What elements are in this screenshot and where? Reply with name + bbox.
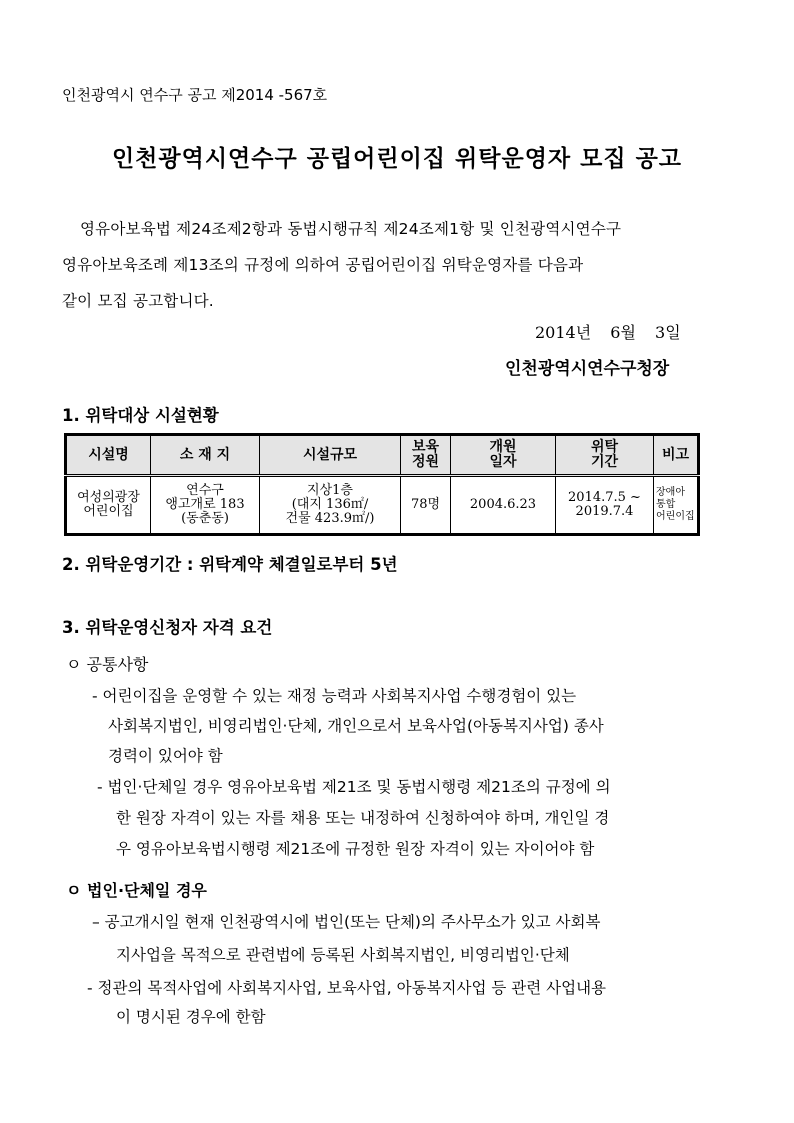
page-title: 인천광역시연수구 공립어린이집 위탁운영자 모집 공고 bbox=[111, 146, 683, 172]
intro-line: 영유아보육조례 제13조의 규정에 의하여 공립어린이집 위탁운영자를 다음과 bbox=[62, 256, 584, 274]
section-1-heading: 1. 위탁대상 시설현황 bbox=[62, 406, 219, 425]
facility-table bbox=[64, 433, 700, 536]
list-item-line: 경력이 있어야 함 bbox=[108, 747, 223, 765]
date-day: 3일 bbox=[655, 323, 681, 342]
header-scale: 시설규모 bbox=[260, 435, 401, 476]
header-address: 소 재 지 bbox=[151, 435, 260, 476]
list-item-line: – 공고개시일 현재 인천광역시에 법인(또는 단체)의 주사무소가 있고 사회복 bbox=[92, 913, 601, 931]
notice-reference: 인천광역시 연수구 공고 제2014 -567호 bbox=[62, 86, 328, 104]
cell-opened: 2004.6.23 bbox=[451, 476, 556, 535]
cell-period: 2014.7.5 ~ 2019.7.4 bbox=[556, 476, 654, 535]
cell-note: 장애아 통합 어린이집 bbox=[654, 476, 699, 535]
cell-capacity: 78명 bbox=[401, 476, 451, 535]
intro-line: 영유아보육법 제24조제2항과 동법시행규칙 제24조제1항 및 인천광역시연수구 bbox=[80, 220, 622, 238]
list-item-line: 지사업을 목적으로 관련법에 등록된 사회복지법인, 비영리법인·단체 bbox=[116, 946, 570, 964]
list-item-line: - 어린이집을 운영할 수 있는 재정 능력과 사회복지사업 수행경험이 있는 bbox=[92, 687, 577, 705]
list-item-line: 한 원장 자격이 있는 자를 채용 또는 내정하여 신청하여야 하며, 개인일 경 bbox=[116, 809, 610, 827]
common-requirements-title: ㅇ 공통사항 bbox=[66, 655, 149, 674]
list-item-line: 이 명시된 경우에 한함 bbox=[116, 1008, 266, 1026]
list-item-line: 우 영유아보육법시행령 제21조에 규정한 원장 자격이 있는 자이어야 함 bbox=[116, 840, 595, 858]
header-period: 위탁 기간 bbox=[556, 435, 654, 476]
corporate-requirements-title: ㅇ 법인·단체일 경우 bbox=[66, 881, 207, 900]
intro-line: 같이 모집 공고합니다. bbox=[62, 292, 214, 310]
issuer: 인천광역시연수구청장 bbox=[505, 359, 670, 379]
cell-name: 여성의광장 어린이집 bbox=[66, 476, 151, 535]
cell-address: 연수구 앵고개로 183 (동춘동) bbox=[151, 476, 260, 535]
section-2-heading: 2. 위탁운영기간 : 위탁계약 체결일로부터 5년 bbox=[62, 555, 398, 574]
list-item-line: 사회복지법인, 비영리법인·단체, 개인으로서 보육사업(아동복지사업) 종사 bbox=[108, 717, 604, 735]
table-header-row bbox=[66, 435, 699, 476]
list-item-line: - 정관의 목적사업에 사회복지사업, 보육사업, 아동복지사업 등 관련 사업내용 bbox=[87, 979, 607, 997]
header-name: 시설명 bbox=[66, 435, 151, 476]
header-note: 비고 bbox=[654, 435, 699, 476]
header-capacity: 보육 정원 bbox=[401, 435, 451, 476]
header-opened: 개원 일자 bbox=[451, 435, 556, 476]
notice-date bbox=[535, 320, 695, 343]
list-item-line: - 법인·단체일 경우 영유아보육법 제21조 및 동법시행령 제21조의 규정에 의 bbox=[97, 778, 611, 796]
table-row bbox=[66, 476, 699, 535]
date-year: 2014년 bbox=[535, 323, 592, 342]
cell-scale: 지상1층 (대지 136㎡/ 건물 423.9㎡/) bbox=[260, 476, 401, 535]
section-3-heading: 3. 위탁운영신청자 자격 요건 bbox=[62, 618, 273, 637]
date-month: 6월 bbox=[610, 323, 636, 342]
